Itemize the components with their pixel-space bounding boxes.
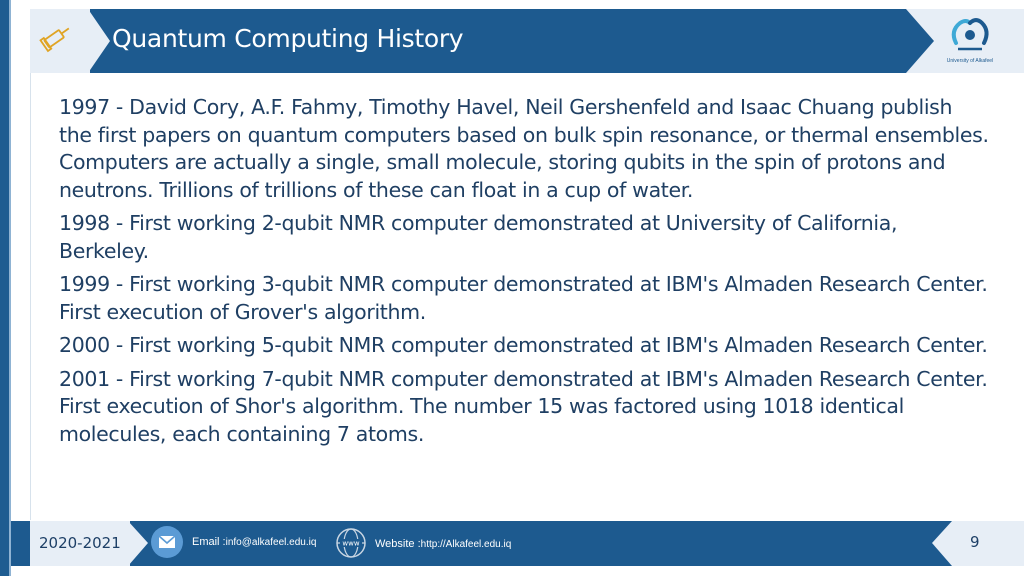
academic-year: 2020-2021 — [39, 534, 121, 552]
email-link[interactable] — [192, 536, 316, 548]
left-rule — [0, 0, 9, 576]
logo-caption: University of Alkafeel — [946, 58, 994, 64]
website-link[interactable] — [375, 538, 511, 550]
footer-year-notch — [128, 521, 148, 566]
page-number: 9 — [970, 533, 980, 551]
paragraph-2000: 2000 - First working 5-qubit NMR computer demonstrated at IBM's Almaden Research Center. — [59, 333, 988, 357]
paragraph-shor: First execution of Shor's algorithm. The number 15 was factored using 1018 identical molecules, each containing 7 atoms. — [59, 394, 904, 446]
left-rule-accent — [9, 0, 11, 576]
email-label: Email : — [192, 536, 226, 548]
paragraph-1997: 1997 - David Cory, A.F. Fahmy, Timothy Havel, Neil Gershenfeld and Isaac Chuang publish the first papers on quantum computers based on bulk spin resonance, or thermal ensembles. Computers are actually a single, small molecule, storing qubits in the spin of protons and neutrons. Trillions of trillions of these can float in a cup of water. — [59, 95, 989, 202]
footer-page-notch — [932, 521, 952, 566]
logo-notch — [906, 9, 934, 73]
mail-icon[interactable] — [151, 526, 183, 558]
paragraph-1998: 1998 - First working 2-qubit NMR computer demonstrated at University of California, Berkeley. — [59, 211, 898, 263]
email-address: info@alkafeel.edu.iq — [225, 537, 317, 548]
www-globe-icon[interactable] — [334, 526, 368, 560]
content-text — [59, 94, 989, 454]
header-icon-panel — [30, 9, 90, 73]
website-label: Website : — [375, 538, 421, 550]
paragraph-2001: 2001 - First working 7-qubit NMR computer demonstrated at IBM's Almaden Research Center. — [59, 366, 988, 391]
svg-text:www: www — [342, 539, 360, 548]
header-notch — [88, 9, 110, 73]
page-title: Quantum Computing History — [112, 24, 464, 53]
paragraph-1999: 1999 - First working 3-qubit NMR computer demonstrated at IBM's Almaden Research Center. First execution of Grover's algorithm. — [59, 272, 988, 324]
footer-page-panel — [952, 521, 1024, 566]
pushpin-icon — [39, 23, 73, 58]
footer-base — [11, 566, 1024, 576]
website-url: http://Alkafeel.edu.iq — [420, 539, 512, 550]
university-logo-icon — [946, 13, 994, 62]
